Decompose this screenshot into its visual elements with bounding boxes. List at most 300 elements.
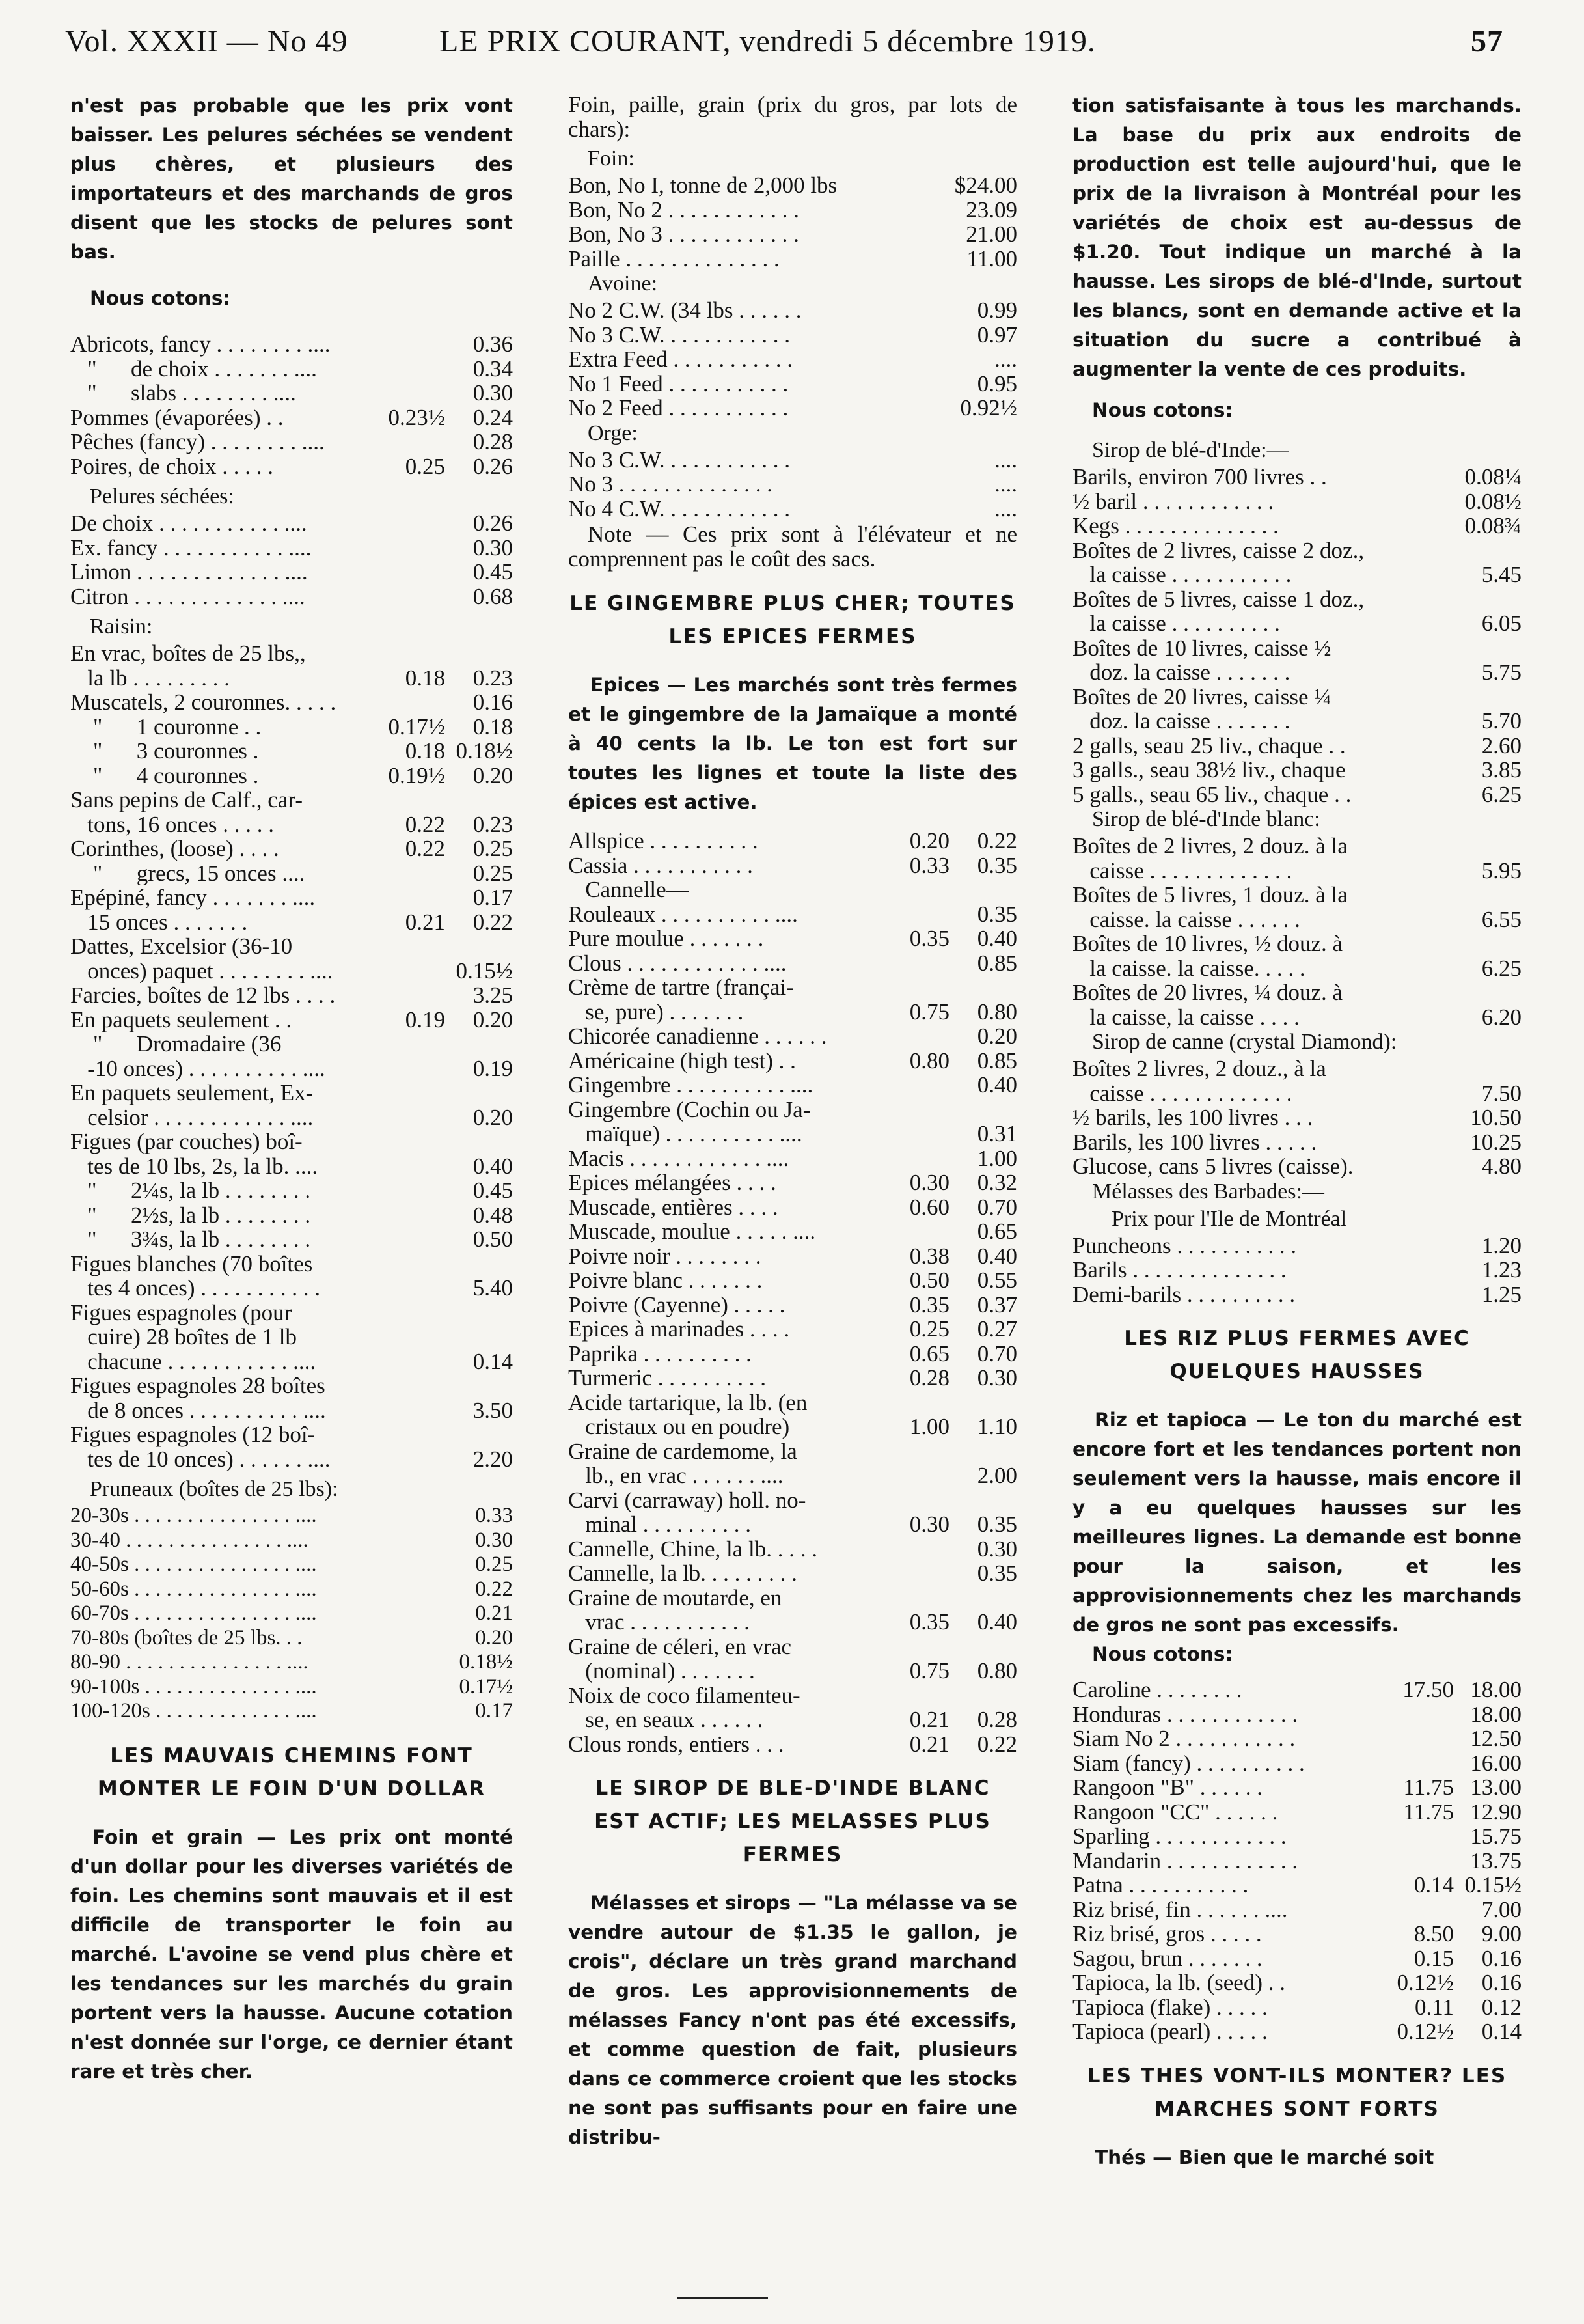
column-3 [1072, 91, 1522, 2317]
price-label: En vrac, boîtes de 25 lbs,, [70, 641, 306, 666]
price-high: 0.40 [977, 1243, 1017, 1269]
price-label: Pêches (fancy) . . . . . . . . .... [70, 430, 331, 454]
price-high: 0.18½ [456, 738, 513, 764]
price-label: No 3 . . . . . . . . . . . . . . [568, 472, 778, 497]
headline-foin: LES MAUVAIS CHEMINS FONT MONTER LE FOIN D'UN DOLLAR [97, 1743, 486, 1801]
price-label: Barils, environ 700 livres . . [1072, 465, 1333, 490]
price-row [70, 1252, 513, 1277]
price-high: 0.20 [475, 1625, 513, 1650]
note-elevateur: Note — Ces prix sont à l'élévateur et ne comprennent pas le coût des sacs. [568, 521, 1017, 572]
price-label: tes 4 onces) . . . . . . . . . . . [70, 1276, 326, 1301]
price-label: doz. la caisse . . . . . . . [1072, 709, 1296, 734]
price-high: 0.35 [977, 1512, 1017, 1537]
price-high: 0.45 [472, 1178, 513, 1203]
price-low: 0.18 [405, 665, 445, 691]
sirop-title: Sirop de blé-d'Inde:— [1092, 438, 1289, 462]
price-row [1072, 1081, 1522, 1106]
price-row [568, 173, 1017, 198]
price-high: 0.18½ [459, 1650, 513, 1674]
price-high: 1.20 [1481, 1232, 1522, 1258]
foin-title: Foin: [588, 146, 635, 171]
price-row [568, 1659, 1017, 1683]
price-label: 5 galls., seau 65 liv., chaque . . [1072, 782, 1358, 807]
price-low: 0.21 [909, 1707, 949, 1732]
newspaper-title: LE PRIX COURANT, vendredi 5 décembre 1919. [439, 24, 1096, 59]
price-label: Demi-barils . . . . . . . . . . [1072, 1282, 1301, 1307]
price-label: maïque) . . . . . . . . . . .... [568, 1122, 808, 1146]
price-label: 2 galls, seau 25 liv., chaque . . [1072, 733, 1352, 758]
price-row [1072, 538, 1522, 563]
price-label: Boîtes de 10 livres, ½ douz. à [1072, 932, 1343, 956]
price-label: 20-30s . . . . . . . . . . . . . . . .... [70, 1504, 322, 1527]
price-label: Muscade, entières . . . . [568, 1195, 784, 1219]
price-label: Figues espagnoles (12 boî- [70, 1422, 316, 1447]
price-label: Chicorée canadienne . . . . . . [568, 1024, 833, 1049]
price-high: 13.00 [1470, 1775, 1522, 1800]
price-high: 0.12 [1481, 1994, 1522, 2020]
price-high: 0.30 [977, 1536, 1017, 1562]
price-row [1072, 980, 1522, 1005]
price-high: 0.19 [472, 1055, 513, 1081]
price-high: 0.20 [472, 1006, 513, 1032]
price-high: 5.70 [1481, 708, 1522, 734]
page-number: 57 [1471, 24, 1503, 59]
price-label: Cannelle— [568, 878, 689, 902]
price-label: cristaux ou en poudre) [568, 1415, 795, 1439]
price-high: 0.25 [475, 1553, 513, 1576]
pelures-title: Pelures séchées: [90, 484, 234, 508]
price-high: 0.20 [472, 1104, 513, 1130]
price-high: 0.85 [977, 1047, 1017, 1073]
price-low: 0.22 [405, 836, 445, 861]
price-row [1072, 2019, 1522, 2044]
price-high: 0.16 [472, 689, 513, 715]
price-label: Allspice . . . . . . . . . . [568, 829, 764, 853]
price-row [70, 641, 513, 666]
price-high: 0.16 [1481, 1970, 1522, 1995]
price-list-epices [568, 829, 1017, 1756]
price-high: 0.23 [472, 665, 513, 691]
price-low: 0.35 [909, 1609, 949, 1635]
price-label: Boîtes 2 livres, 2 douz., à la [1072, 1057, 1326, 1081]
raisin-title: Raisin: [90, 615, 153, 639]
price-label: Epices mélangées . . . . [568, 1170, 782, 1195]
price-row [568, 1366, 1017, 1390]
price-high: 0.70 [977, 1340, 1017, 1366]
price-row [70, 1203, 513, 1228]
price-row [70, 536, 513, 560]
price-label: Siam No 2 . . . . . . . . . . . [1072, 1726, 1301, 1751]
article-foin: Foin et grain — Les prix ont monté d'un dollar pour les diverses variétés de foin. Les chemins sont mauvais et il est difficile de transporter le foin au marché. L'avoine se vend plus chère et les tendances sur les marchés du grain portent vers la hausse. Aucune cotation n'est donnée sur l'orge, ce dernier étant rare et très cher. [70, 1825, 513, 2082]
price-label: se, pure) . . . . . . . [568, 999, 750, 1024]
price-row [568, 878, 1017, 902]
price-label: 50-60s . . . . . . . . . . . . . . . .... [70, 1577, 322, 1601]
price-label: Paprika . . . . . . . . . . [568, 1341, 758, 1366]
price-row [70, 1504, 513, 1529]
price-high: 3.85 [1481, 757, 1522, 782]
price-low: 0.12½ [1397, 1970, 1454, 1995]
price-row [70, 1081, 513, 1105]
price-label: Muscatels, 2 couronnes. . . . . [70, 690, 342, 715]
price-high: 0.68 [472, 583, 513, 609]
price-label: Carvi (carraway) holl. no- [568, 1487, 806, 1512]
price-row [1072, 1057, 1522, 1081]
price-high: 1.25 [1481, 1281, 1522, 1307]
price-label: 40-50s . . . . . . . . . . . . . . . .... [70, 1553, 322, 1576]
price-row [70, 1032, 513, 1057]
price-high: 0.15½ [456, 958, 513, 984]
price-label: No 1 Feed . . . . . . . . . . . [568, 371, 795, 396]
price-row [1072, 1946, 1522, 1971]
price-list-sirop-blanc [1072, 834, 1522, 1029]
price-high: 2.20 [472, 1446, 513, 1472]
price-row [1072, 465, 1522, 490]
price-label: Noix de coco filamenteu- [568, 1683, 800, 1708]
price-label: Cannelle, la lb. . . . . . . . . [568, 1561, 803, 1586]
price-high: 0.30 [472, 534, 513, 560]
price-row [568, 926, 1017, 951]
price-list-pelures [70, 511, 513, 609]
price-high: 3.25 [472, 982, 513, 1008]
price-high: 0.16 [1481, 1945, 1522, 1971]
price-label: 80-90 . . . . . . . . . . . . . . . .... [70, 1650, 314, 1674]
price-row [70, 1675, 513, 1700]
price-low: 0.33 [909, 852, 949, 878]
price-row [568, 1708, 1017, 1732]
price-low: 0.25 [405, 453, 445, 479]
price-label: Cannelle, Chine, la lb. . . . . [568, 1536, 823, 1561]
price-row [70, 1529, 513, 1553]
price-row [568, 1293, 1017, 1318]
price-high: 0.14 [472, 1348, 513, 1374]
price-label: Abricots, fancy . . . . . . . . .... [70, 332, 336, 357]
price-label: " slabs . . . . . . . . .... [70, 381, 302, 406]
price-label: Corinthes, (loose) . . . . [70, 837, 285, 861]
price-label: Epices à marinades . . . . [568, 1317, 795, 1342]
price-row [568, 1098, 1017, 1122]
price-label: Clous . . . . . . . . . . . . .... [568, 950, 793, 975]
price-row [568, 1732, 1017, 1757]
price-row [1072, 1678, 1522, 1702]
price-label: Barils, les 100 livres . . . . . [1072, 1129, 1322, 1154]
price-label: Barils . . . . . . . . . . . . . . [1072, 1258, 1292, 1282]
price-high: 0.36 [472, 331, 513, 357]
price-row [70, 357, 513, 381]
price-high: 0.40 [977, 1609, 1017, 1635]
price-high: 0.23 [472, 811, 513, 837]
price-low: 8.50 [1413, 1921, 1454, 1946]
price-row [568, 1170, 1017, 1195]
price-high: 0.32 [977, 1170, 1017, 1195]
price-row [568, 1024, 1017, 1049]
price-label: 15 onces . . . . . . . [70, 909, 253, 934]
price-label: En paquets seulement, Ex- [70, 1081, 314, 1105]
price-high: 1.10 [977, 1414, 1017, 1439]
price-label: ½ baril . . . . . . . . . . . . [1072, 489, 1279, 514]
price-row [70, 511, 513, 536]
price-low: 0.14 [1413, 1872, 1454, 1898]
price-high: 0.24 [472, 404, 513, 430]
price-low: 0.12½ [1397, 2019, 1454, 2044]
price-low: 0.75 [909, 1658, 949, 1683]
price-high: 0.40 [472, 1153, 513, 1179]
price-row [568, 298, 1017, 323]
price-row [70, 788, 513, 812]
price-row [70, 1422, 513, 1447]
price-row [568, 1683, 1017, 1708]
price-row [70, 812, 513, 837]
price-row [1072, 1130, 1522, 1155]
price-label: Bon, No 2 . . . . . . . . . . . . [568, 197, 805, 222]
price-label: Turmeric . . . . . . . . . . [568, 1366, 772, 1390]
price-label: No 2 C.W. (34 lbs . . . . . . [568, 298, 808, 323]
price-label: tons, 16 onces . . . . . [70, 812, 280, 837]
price-row [568, 1219, 1017, 1244]
price-high: 10.25 [1470, 1129, 1522, 1155]
price-high: 5.95 [1481, 857, 1522, 883]
price-label: De choix . . . . . . . . . . . .... [70, 511, 313, 536]
price-row [70, 430, 513, 454]
price-row [568, 1415, 1017, 1439]
price-label: la caisse . . . . . . . . . . [1072, 611, 1286, 636]
price-high: 0.08¾ [1464, 513, 1522, 538]
price-high: 18.00 [1470, 1701, 1522, 1727]
price-row [70, 959, 513, 984]
price-row [1072, 1005, 1522, 1030]
price-high: 0.18 [472, 713, 513, 740]
price-low: 0.15 [1413, 1945, 1454, 1971]
price-row [1072, 1105, 1522, 1130]
price-high: 3.50 [472, 1397, 513, 1423]
price-row [568, 472, 1017, 497]
price-row [70, 1553, 513, 1577]
price-low: 0.17½ [388, 713, 445, 740]
price-label: En paquets seulement . . [70, 1007, 297, 1032]
price-label: Glucose, cans 5 livres (caisse). [1072, 1154, 1359, 1179]
price-row [1072, 859, 1522, 883]
price-row [1072, 490, 1522, 514]
article-riz: Riz et tapioca — Le ton du marché est encore fort et les tendances portent non seulement vers la hausse, mais encore il y a eu quelques hausses sur les meilleures lignes. La demande est bonne pour la saison, et les approvisionnements chez les marchands de gros ne sont pas excessifs. [1072, 1409, 1522, 1636]
price-high: 0.50 [472, 1226, 513, 1252]
price-low: 0.50 [909, 1267, 949, 1293]
price-high: .... [994, 471, 1017, 497]
price-high: .... [994, 447, 1017, 473]
price-high: 2.60 [1481, 732, 1522, 758]
price-label: Boîtes de 5 livres, caisse 1 doz., [1072, 587, 1365, 611]
price-row [1072, 1824, 1522, 1849]
price-row [568, 1049, 1017, 1073]
price-row [1072, 1258, 1522, 1282]
price-high: 0.30 [977, 1365, 1017, 1390]
price-row [70, 1276, 513, 1301]
price-row [568, 1463, 1017, 1488]
price-label: " 3¾s, la lb . . . . . . . . [70, 1227, 316, 1252]
price-label: -10 onces) . . . . . . . . . . .... [70, 1056, 331, 1081]
price-label: caisse . . . . . . . . . . . . . [1072, 858, 1298, 883]
price-high: 0.55 [977, 1267, 1017, 1293]
price-row [1072, 734, 1522, 758]
price-row [70, 1154, 513, 1179]
price-label: Extra Feed . . . . . . . . . . . [568, 347, 799, 372]
price-label: la caisse, la caisse . . . . [1072, 1004, 1305, 1029]
price-row [568, 1586, 1017, 1611]
price-row [70, 764, 513, 788]
price-row [568, 1610, 1017, 1635]
price-row [1072, 1775, 1522, 1800]
price-label: Macis . . . . . . . . . . . . .... [568, 1146, 795, 1170]
headline-sirop: LE SIROP DE BLE-D'INDE BLANC EST ACTIF; LES MELASSES PLUS FERMES [594, 1777, 991, 1866]
price-label: " 3 couronnes . [70, 739, 265, 764]
price-row [1072, 1751, 1522, 1776]
price-label: Paille . . . . . . . . . . . . . . [568, 246, 785, 271]
price-label: caisse . . . . . . . . . . . . . [1072, 1081, 1298, 1105]
price-row [568, 1317, 1017, 1342]
price-label: 100-120s . . . . . . . . . . . . . .... [70, 1699, 322, 1722]
price-label: cuire) 28 boîtes de 1 lb [70, 1325, 297, 1349]
price-label: " 1 couronne . . [70, 714, 267, 739]
price-label: tes de 10 lbs, 2s, la lb. .... [70, 1154, 323, 1178]
price-row [1072, 1898, 1522, 1922]
price-row [1072, 1922, 1522, 1946]
price-row [70, 1577, 513, 1602]
price-label: Graine de moutarde, en [568, 1585, 782, 1610]
price-high: 1.23 [1481, 1257, 1522, 1282]
price-label: " 4 couronnes . [70, 763, 265, 788]
price-row [568, 247, 1017, 271]
price-label: Graine de cardemome, la [568, 1439, 797, 1463]
price-label: 60-70s . . . . . . . . . . . . . . . .... [70, 1601, 322, 1625]
price-high: 0.30 [472, 380, 513, 406]
price-row [1072, 932, 1522, 956]
headline-riz: LES RIZ PLUS FERMES AVEC QUELQUES HAUSSES [1124, 1327, 1470, 1383]
price-low: 0.60 [909, 1194, 949, 1220]
price-high: 7.00 [1481, 1896, 1522, 1922]
price-row [70, 1227, 513, 1252]
price-high: 0.22 [977, 828, 1017, 853]
price-row [1072, 587, 1522, 612]
price-high: 0.25 [472, 860, 513, 886]
avoine-title: Avoine: [588, 271, 658, 296]
price-label: No 2 Feed . . . . . . . . . . . [568, 396, 795, 421]
price-label: Pure moulue . . . . . . . [568, 926, 770, 951]
price-row [70, 1398, 513, 1423]
price-row [568, 853, 1017, 878]
price-label: Bon, No 3 . . . . . . . . . . . . [568, 222, 805, 247]
price-high: 0.20 [977, 1023, 1017, 1049]
price-label: (nominal) . . . . . . . [568, 1659, 761, 1683]
price-high: 0.17 [472, 885, 513, 910]
column-2 [568, 91, 1017, 2317]
price-label: la caisse . . . . . . . . . . . [1072, 562, 1298, 587]
price-label: Américaine (high test) . . [568, 1048, 802, 1073]
price-high: 0.17½ [459, 1674, 513, 1698]
price-label: ½ barils, les 100 livres . . . [1072, 1105, 1319, 1130]
price-low: 0.11 [1415, 1994, 1454, 2020]
price-label: No 3 C.W. . . . . . . . . . . . [568, 322, 796, 347]
price-row [70, 1057, 513, 1081]
price-label: de 8 onces . . . . . . . . . . .... [70, 1398, 332, 1422]
price-row [568, 1635, 1017, 1659]
bottom-rule [677, 2297, 768, 2299]
price-row [568, 1439, 1017, 1464]
foin-intro: Foin, paille, grain (prix du gros, par lots de chars): [568, 92, 1017, 142]
price-row [568, 1122, 1017, 1146]
price-label: No 3 C.W. . . . . . . . . . . . [568, 447, 796, 472]
price-high: 0.22 [475, 1577, 513, 1601]
price-label: Boîtes de 10 livres, caisse ½ [1072, 635, 1331, 660]
price-list-melasses [1072, 1234, 1522, 1307]
price-label: Muscade, moulue . . . . . .... [568, 1219, 821, 1244]
price-label: Pommes (évaporées) . . [70, 405, 290, 430]
price-row [1072, 1154, 1522, 1179]
price-row [568, 1195, 1017, 1220]
price-high: 0.85 [977, 950, 1017, 976]
price-row [70, 406, 513, 430]
price-label: Puncheons . . . . . . . . . . . [1072, 1233, 1302, 1258]
price-label: celsior . . . . . . . . . . . . .... [70, 1105, 320, 1129]
price-row [70, 1301, 513, 1325]
price-high: 13.75 [1470, 1847, 1522, 1874]
price-row [1072, 660, 1522, 685]
price-low: 0.18 [405, 738, 445, 764]
price-high: 18.00 [1470, 1677, 1522, 1702]
price-row [1072, 611, 1522, 636]
price-list-fruits [70, 332, 513, 478]
price-label: " 2¼s, la lb . . . . . . . . [70, 1178, 316, 1203]
price-label: la lb . . . . . . . . . [70, 665, 236, 690]
price-row [70, 861, 513, 886]
price-label: " de choix . . . . . . . .... [70, 356, 323, 381]
price-row [70, 666, 513, 691]
price-low: 1.00 [909, 1414, 949, 1439]
price-label: Siam (fancy) . . . . . . . . . . [1072, 1750, 1311, 1775]
nous-cotons-label: Nous cotons: [90, 287, 231, 309]
price-list-foin [568, 173, 1017, 271]
melasses-subtitle: Prix pour l'Ile de Montréal [1112, 1206, 1347, 1231]
price-row [568, 1146, 1017, 1171]
price-high: 0.20 [472, 762, 513, 788]
price-row [70, 1601, 513, 1626]
price-high: 0.28 [977, 1707, 1017, 1732]
price-label: Graine de céleri, en vrac [568, 1634, 791, 1659]
price-label: Sagou, brun . . . . . . . [1072, 1946, 1268, 1971]
price-label: Ex. fancy . . . . . . . . . . . .... [70, 535, 318, 560]
price-label: Poivre (Cayenne) . . . . . [568, 1292, 791, 1317]
price-label: vrac . . . . . . . . . . . [568, 1610, 756, 1635]
price-high: 0.26 [472, 510, 513, 536]
nous-cotons-label-3: Nous cotons: [1092, 399, 1233, 421]
price-row [70, 1105, 513, 1130]
price-label: Boîtes de 20 livres, caisse ¼ [1072, 684, 1331, 709]
price-label: 70-80s (boîtes de 25 lbs. . . [70, 1625, 308, 1650]
price-row [1072, 834, 1522, 859]
price-high: 0.99 [977, 297, 1017, 323]
price-high: 0.21 [475, 1601, 513, 1625]
price-row [568, 323, 1017, 348]
price-high: 0.80 [977, 1658, 1017, 1683]
price-label: Boîtes de 2 livres, caisse 2 doz., [1072, 538, 1365, 562]
nous-cotons-label-riz: Nous cotons: [1092, 1643, 1233, 1665]
price-low: 17.50 [1402, 1677, 1454, 1702]
price-label: 30-40 . . . . . . . . . . . . . . . .... [70, 1528, 314, 1552]
price-low: 0.35 [909, 926, 949, 951]
price-row [568, 1000, 1017, 1025]
price-low: 0.35 [909, 1292, 949, 1318]
price-high: 11.00 [966, 245, 1017, 271]
price-label: Figues (par couches) boî- [70, 1129, 303, 1154]
price-high: 5.40 [472, 1275, 513, 1301]
price-row [568, 1561, 1017, 1586]
